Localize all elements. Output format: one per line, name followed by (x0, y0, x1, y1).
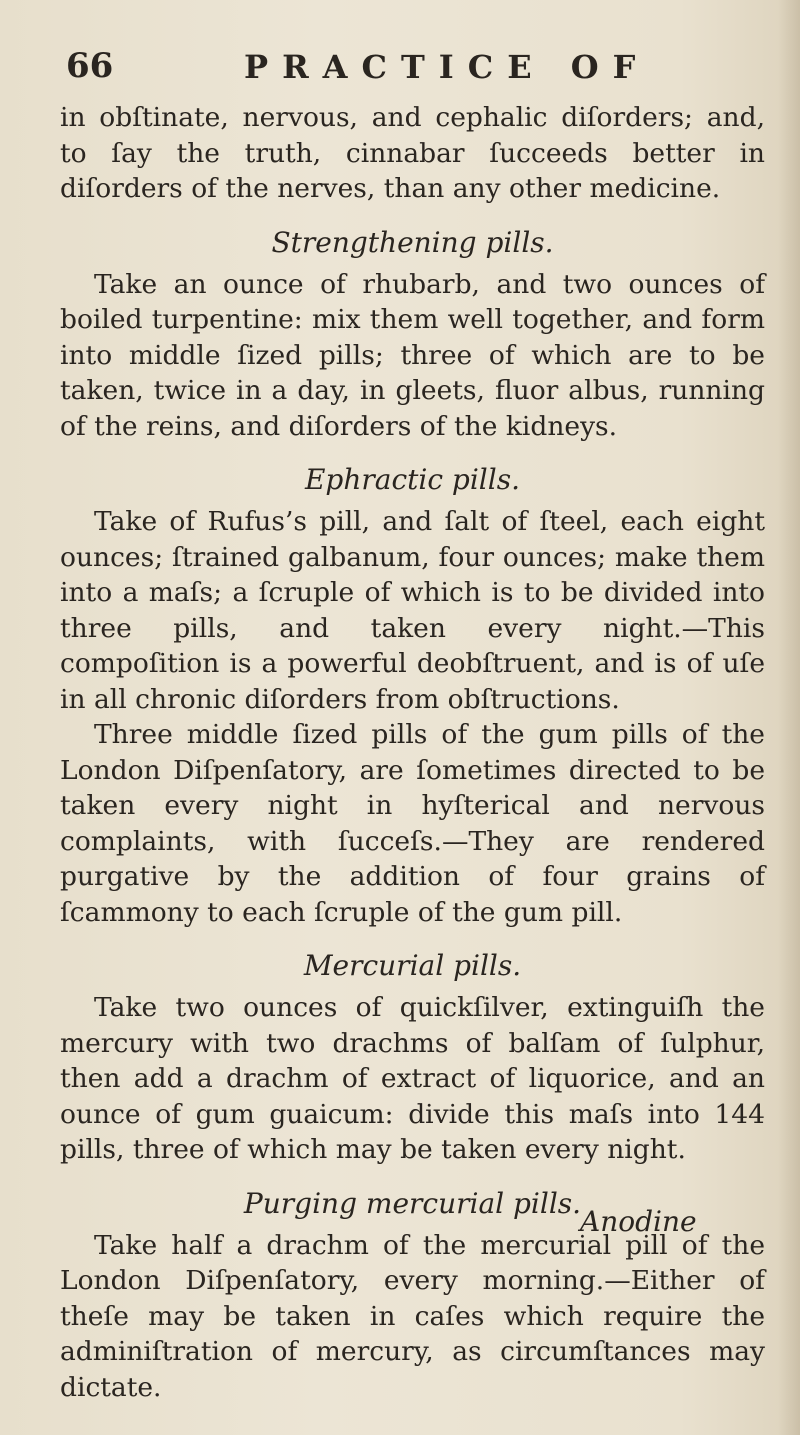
heading-strengthening-pills: Strengthening pills. (271, 225, 554, 259)
paragraph-cinnabar: in obſtinate, nervous, and cephalic diſorders; and, to ſay the truth, cinnabar ſucceeds better in diſorders of the nerves, than any other medicine. (60, 102, 765, 204)
heading-mercurial-pills: Mercurial pills. (303, 949, 522, 982)
heading-purging-mercurial-pills: Purging mercurial pills. (243, 1186, 582, 1220)
paragraph-strengthening-pills: Take an ounce of rhubarb, and two ounces of boiled turpentine: mix them well together, and form into middle ſized pills; three of which are to be taken, twice in a day, in gleets, fluor albus, running of the reins, and diſorders of the kidneys. (60, 268, 765, 442)
catchword: Anodine (580, 1205, 697, 1238)
running-head: PRACTICE OF (244, 48, 650, 86)
page-edge-shadow (778, 0, 800, 1435)
paragraph-gum-pills: Three middle ſized pills of the gum pills of the London Diſpenſatory, are ſometimes directed to be taken every night in hyſterical and nervous complaints, with ſucceſs.—They are rendered purgative by the addition of four grains of ſcammony to each ſcruple of the gum pill. (60, 719, 765, 928)
page-number: 66 (66, 46, 114, 86)
paragraph-ephractic-pills: Take of Rufus’s pill, and ſalt of ſteel, each eight ounces; ſtrained galbanum, four ounces; make them into a maſs; a ſcruple of which is to be divided into three pills, and taken every night.—This compoſition is a powerful deobſtruent, and is of uſe in all chronic diſorders from obſtructions. (60, 506, 765, 715)
paragraph-purging-mercurial-pills: Take half a drachm of the mercurial pill of the London Diſpenſatory, every morning.—Either of theſe may be taken in caſes which require the adminiſtration of mercury, as circumſtances may dictate. (60, 1229, 765, 1403)
page-header (66, 46, 766, 96)
paragraph-mercurial-pills: Take two ounces of quickſilver, extinguiſh the mercury with two drachms of balſam of ſulphur, then add a drachm of extract of liquorice, and an ounce of gum guaicum: divide this maſs into 144 pills, three of which may be taken every night. (60, 992, 765, 1165)
heading-ephractic-pills: Ephractic pills. (304, 463, 520, 496)
